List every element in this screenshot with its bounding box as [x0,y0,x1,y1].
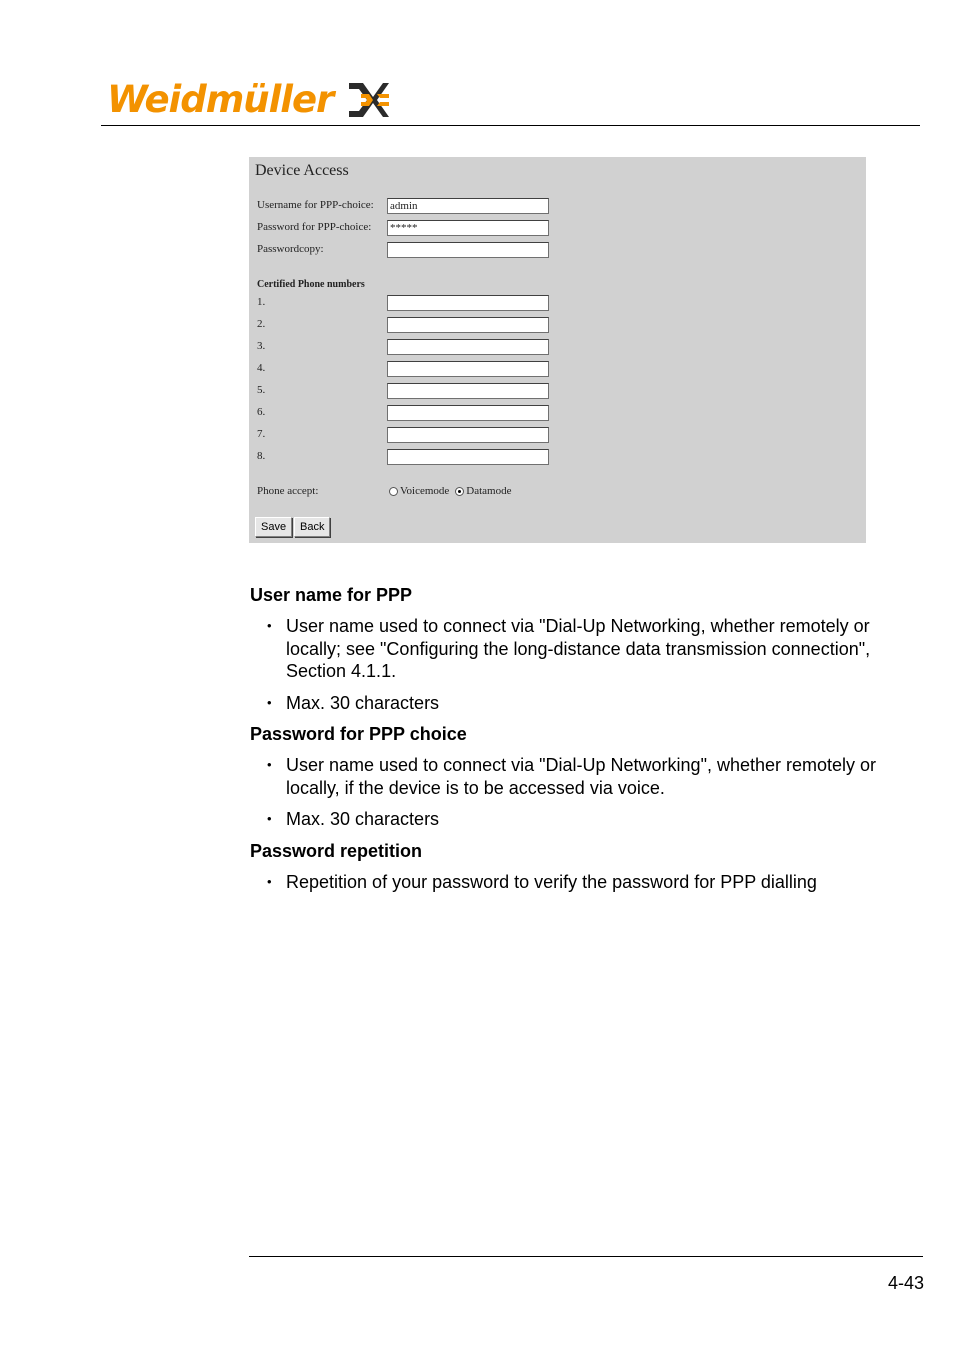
bullet-list [250,754,890,831]
bullet-item: • Repetition of your password to verify the password for PPP dialling [250,871,890,894]
phone-input[interactable] [387,405,549,421]
phone-input[interactable] [387,427,549,443]
password-input[interactable]: ***** [387,220,549,236]
phone-input[interactable] [387,317,549,333]
passwordcopy-input[interactable] [387,242,549,258]
header-divider [101,125,920,126]
phone-input[interactable] [387,339,549,355]
phone-input[interactable] [387,383,549,399]
footer-divider [249,1256,923,1257]
bullet-item: • User name used to connect via "Dial-Up Networking", whether remotely or locally, if the device is to be accessed via voice. [250,754,890,799]
phone-label: 2. [257,318,266,330]
device-access-form [249,157,866,543]
brand-logo [107,78,391,122]
voicemode-label: Voicemode [400,485,450,497]
datamode-label: Datamode [466,485,512,497]
bullet-item: • User name used to connect via "Dial-Up Networking, whether remotely or locally; see "Configuring the long-distance data transmission connection", Section 4.1.1. [250,615,890,683]
password-label: Password for PPP-choice: [257,221,372,233]
username-label: Username for PPP-choice: [257,199,374,211]
datamode-radio[interactable] [455,487,464,496]
phone-label: 8. [257,450,266,462]
logo-wordmark: Weidmüller [107,78,334,121]
phone-label: 6. [257,406,266,418]
bullet-item: • Max. 30 characters [250,808,890,831]
bullet-list [250,871,890,894]
phone-accept-radio-group [389,485,518,497]
weidmuller-cross-mark-icon [347,80,391,120]
phone-input[interactable] [387,295,549,311]
save-button[interactable]: Save [255,517,292,537]
phone-label: 7. [257,428,266,440]
page-number: 4-43 [887,1273,924,1293]
phone-label: 3. [257,340,266,352]
datamode-option[interactable] [455,485,511,497]
passwordcopy-label: Passwordcopy: [257,243,324,255]
voicemode-option[interactable] [389,485,449,497]
phones-heading: Certified Phone numbers [257,279,365,290]
phone-label: 5. [257,384,266,396]
phone-accept-label: Phone accept: [257,485,319,497]
field-descriptions [250,584,890,893]
phone-input[interactable] [387,449,549,465]
bullet-item: • Max. 30 characters [250,692,890,715]
phone-input[interactable] [387,361,549,377]
section-heading: Password for PPP choice [250,724,467,744]
back-button[interactable]: Back [294,517,330,537]
voicemode-radio[interactable] [389,487,398,496]
phone-label: 4. [257,362,266,374]
section-heading: Password repetition [250,840,423,861]
username-input[interactable]: admin [387,198,549,214]
bullet-list [250,615,890,714]
form-title: Device Access [255,162,349,179]
phone-label: 1. [257,296,266,308]
section-heading: User name for PPP [250,585,413,605]
